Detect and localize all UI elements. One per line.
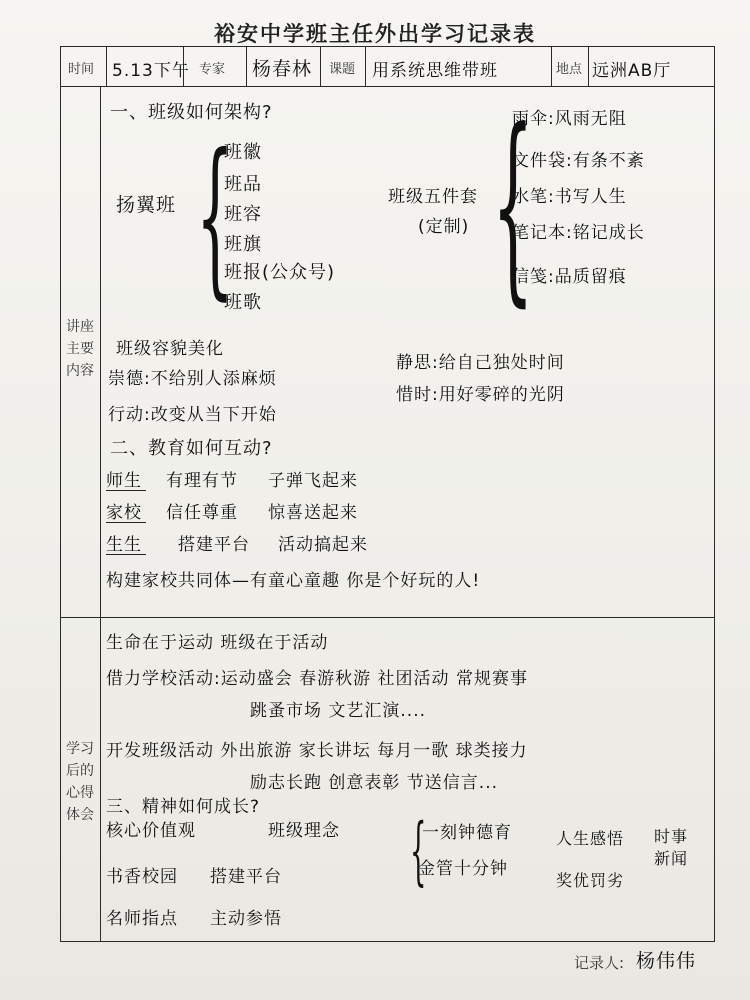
- reflection-label-line: 体会: [66, 807, 94, 823]
- xishi: 惜时:用好零碎的光阴: [396, 385, 565, 405]
- header-divider: [365, 46, 366, 86]
- lecture-label-line: 讲座: [66, 319, 94, 335]
- left-brace: {: [196, 118, 234, 316]
- news-review: 时事新闻: [654, 827, 689, 868]
- reflection-label-line: 心得: [66, 785, 94, 801]
- interaction-who: 师生: [106, 471, 142, 491]
- reflection-line: 跳蚤市场 文艺汇演....: [250, 701, 427, 721]
- time-value: 5.13下午: [112, 61, 190, 81]
- underline-mark: [106, 522, 146, 523]
- emblem-item: 班徽: [224, 142, 262, 163]
- topic-value: 用系统思维带班: [372, 61, 498, 81]
- interaction-act: 惊喜送起来: [268, 503, 358, 523]
- topic-label: 课题: [329, 62, 356, 77]
- header-divider: [246, 46, 247, 86]
- time-label: 时间: [68, 62, 95, 77]
- lecture-label-line: 内容: [66, 363, 94, 379]
- section-divider: [60, 617, 715, 618]
- reflection-line: 励志长跑 创意表彰 节送信言...: [250, 773, 499, 793]
- core-values: 核心价值观: [106, 821, 196, 841]
- interaction-how: 有理有节: [166, 471, 238, 491]
- lecture-content-label: [62, 316, 98, 382]
- label-column-divider: [100, 86, 101, 942]
- recorder-label: 记录人:: [574, 954, 625, 972]
- question-1: 一、班级如何架构?: [110, 102, 273, 123]
- emblem-item: 班歌: [224, 292, 262, 313]
- famous-teacher: 名师指点: [106, 909, 178, 929]
- recorder-name: 杨伟伟: [636, 950, 697, 972]
- one-minute-moral: 一刻钟德育: [422, 823, 512, 843]
- right-brace: {: [492, 87, 534, 325]
- emblem-item: 班品: [224, 174, 262, 195]
- chongde: 崇德:不给别人添麻烦: [108, 369, 277, 389]
- five-piece-item: 信笺:品质留痕: [512, 267, 627, 287]
- interaction-how: 搭建平台: [178, 535, 250, 555]
- class-beautify: 班级容貌美化: [116, 339, 224, 359]
- expert-value: 杨春林: [252, 58, 313, 80]
- emblem-item: 班容: [224, 204, 262, 225]
- reflection-line: 开发班级活动 外出旅游 家长讲坛 每月一歌 球类接力: [106, 741, 528, 761]
- self-realize: 主动参悟: [210, 909, 282, 929]
- header-divider: [320, 46, 321, 86]
- interaction-act: 活动搞起来: [278, 535, 368, 555]
- interaction-act: 子弹飞起来: [268, 471, 358, 491]
- scholarly-campus: 书香校园: [106, 867, 178, 887]
- five-piece-set: 班级五件套: [388, 187, 478, 207]
- underline-mark: [106, 490, 146, 491]
- praise-punish: 奖优罚劣: [556, 871, 625, 890]
- five-piece-item: 文件袋:有条不紊: [512, 151, 645, 171]
- build-platform: 搭建平台: [210, 867, 282, 887]
- reflection-label-line: 学习: [66, 741, 94, 757]
- interaction-who: 家校: [106, 503, 142, 523]
- reflection-brace: {: [410, 808, 427, 894]
- class-idea: 班级理念: [268, 821, 340, 841]
- reflection-line: 借力学校活动:运动盛会 春游秋游 社团活动 常规赛事: [106, 669, 528, 689]
- five-piece-item: 雨伞:风雨无阻: [512, 109, 627, 129]
- jingsi: 静思:给自己独处时间: [396, 353, 565, 373]
- question-3: 三、精神如何成长?: [106, 797, 261, 817]
- header-divider: [106, 46, 107, 86]
- five-piece-custom: (定制): [418, 217, 470, 237]
- emblem-item: 班报(公众号): [224, 262, 336, 283]
- header-row-divider: [60, 86, 715, 87]
- header-divider: [588, 46, 589, 86]
- life-insight: 人生感悟: [556, 829, 625, 848]
- reflection-line: 生命在于运动 班级在于活动: [106, 633, 329, 653]
- community-line: 构建家校共同体—有童心童趣 你是个好玩的人!: [106, 571, 481, 591]
- five-piece-item: 水笔:书写人生: [512, 187, 627, 207]
- reflection-label: [62, 738, 98, 826]
- lecture-label-line: 主要: [66, 341, 94, 357]
- page-title: 裕安中学班主任外出学习记录表: [214, 22, 536, 46]
- yang-yi-ban: 扬翼班: [116, 194, 177, 216]
- reflection-label-line: 后的: [66, 763, 94, 779]
- header-divider: [551, 46, 552, 86]
- five-piece-item: 笔记本:铭记成长: [512, 223, 645, 243]
- interaction-how: 信任尊重: [166, 503, 238, 523]
- place-value: 远洲AB厅: [592, 61, 672, 81]
- underline-mark: [106, 554, 146, 555]
- question-2: 二、教育如何互动?: [110, 438, 273, 459]
- expert-label: 专家: [199, 62, 226, 77]
- xingdong: 行动:改变从当下开始: [108, 405, 277, 425]
- interaction-who: 生生: [106, 535, 142, 555]
- place-label: 地点: [556, 62, 583, 77]
- golden-ten-minutes: 金管十分钟: [418, 859, 508, 879]
- emblem-item: 班旗: [224, 234, 262, 255]
